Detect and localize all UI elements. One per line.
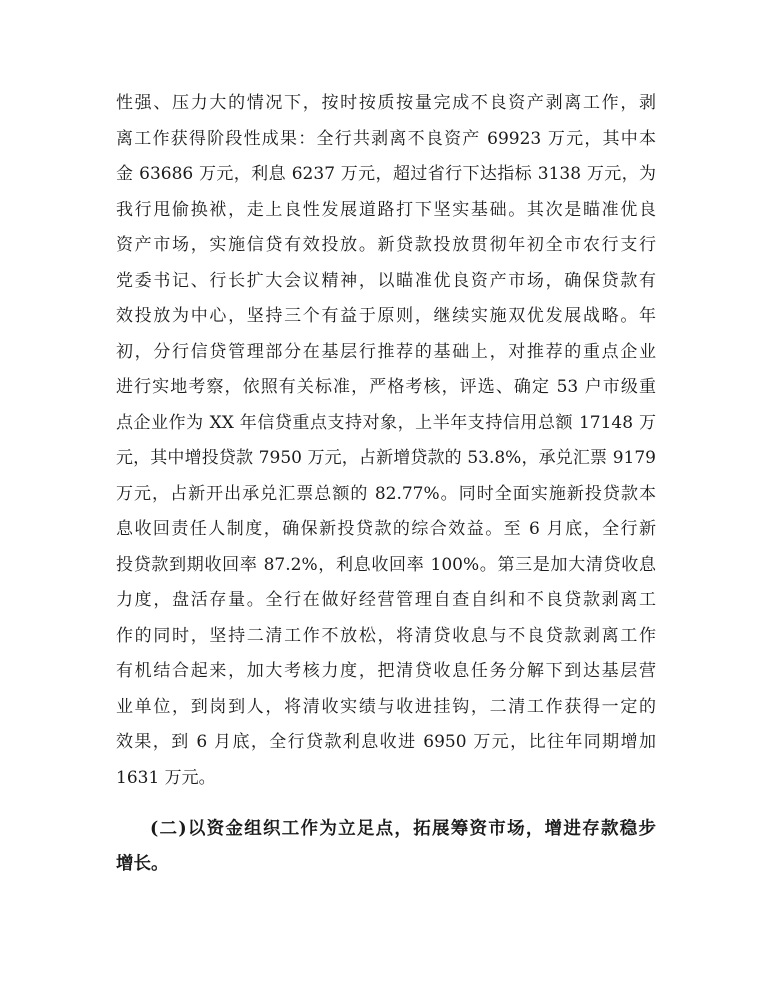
body-line: 离工作获得阶段性成果：全行共剥离不良资产 69923 万元，其中本 (116, 129, 656, 149)
section-heading-line-1: (二)以资金组织工作为立足点，拓展筹资市场，增进存款稳步 (150, 819, 656, 839)
body-line: 元，其中增投贷款 7950 万元，占新增贷款的 53.8%，承兑汇票 9179 (116, 448, 656, 468)
body-line: 效果，到 6 月底，全行贷款利息收进 6950 万元，比往年同期增加 (116, 732, 656, 752)
body-line: 党委书记、行长扩大会议精神，以瞄准优良资产市场，确保贷款有 (116, 271, 656, 291)
body-line: 业单位，到岗到人，将清收实绩与收进挂钩，二清工作获得一定的 (116, 697, 656, 717)
body-line: 进行实地考察，依照有关标准，严格考核，评选、确定 53 户市级重 (116, 377, 656, 397)
body-line: 性强、压力大的情况下，按时按质按量完成不良资产剥离工作，剥 (116, 93, 656, 113)
body-line: 1631 万元。 (116, 768, 216, 788)
section-heading-line-2: 增长。 (116, 854, 169, 874)
body-line: 初，分行信贷管理部分在基层行推荐的基础上，对推荐的重点企业 (116, 342, 656, 362)
body-line: 资产市场，实施信贷有效投放。新贷款投放贯彻年初全市农行支行 (116, 235, 656, 255)
body-line: 金 63686 万元，利息 6237 万元，超过省行下达指标 3138 万元，为 (116, 164, 656, 184)
body-line: 投贷款到期收回率 87.2%，利息收回率 100%。第三是加大清贷收息 (116, 555, 656, 575)
body-line: 息收回责任人制度，确保新投贷款的综合效益。至 6 月底，全行新 (116, 519, 656, 539)
body-line: 效投放为中心，坚持三个有益于原则，继续实施双优发展战略。年 (116, 306, 656, 326)
body-line: 我行甩偷换袱，走上良性发展道路打下坚实基础。其次是瞄准优良 (116, 200, 656, 220)
body-line: 作的同时，坚持二清工作不放松，将清贷收息与不良贷款剥离工作 (116, 626, 656, 646)
body-line: 万元，占新开出承兑汇票总额的 82.77%。同时全面实施新投贷款本 (116, 484, 656, 504)
body-line: 力度，盘活存量。全行在做好经营管理自查自纠和不良贷款剥离工 (116, 590, 656, 610)
body-line: 点企业作为 XX 年信贷重点支持对象，上半年支持信用总额 17148 万 (116, 413, 656, 433)
body-line: 有机结合起来，加大考核力度，把清贷收息任务分解下到达基层营 (116, 661, 656, 681)
